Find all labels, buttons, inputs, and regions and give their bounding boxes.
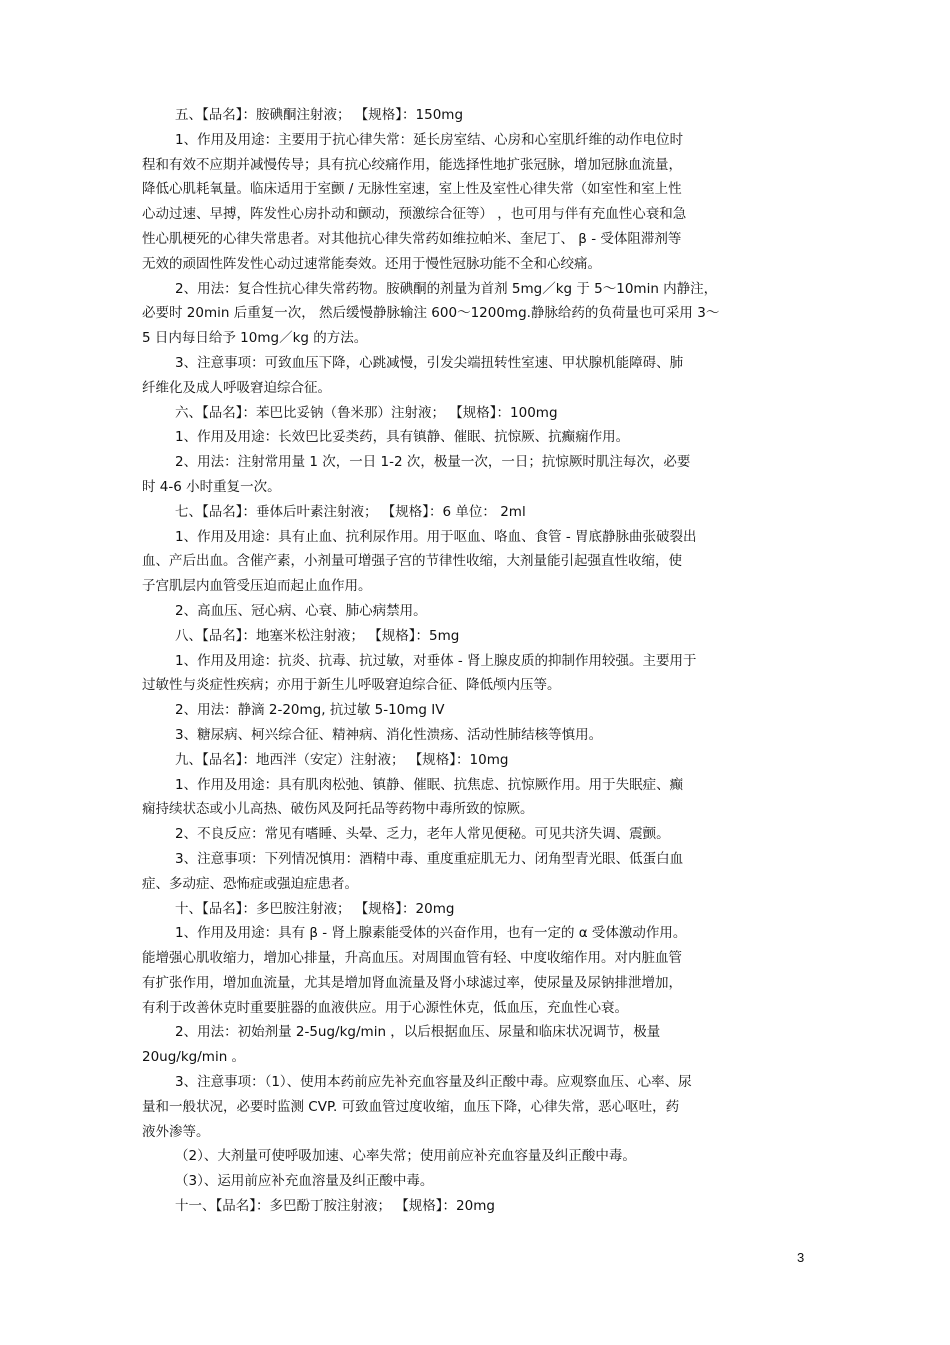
- text-line: 2、用法：注射常用量 1 次，一日 1-2 次，极量一次，一日；抗惊厥时肌注每次，必要: [175, 454, 691, 471]
- text-line: 十、【品名】：多巴胺注射液； 【规格】：20mg: [175, 900, 455, 917]
- text-line: 1、作用及用途：主要用于抗心律失常：延长房室结、心房和心室肌纤维的动作电位时: [175, 131, 684, 148]
- text-line: 2、用法：复合性抗心律失常药物。胺碘酮的剂量为首剂 5mg／kg 于 5～10min 内静注，: [175, 280, 718, 297]
- text-line: 量和一般状况，必要时监测 CVP. 可致血管过度收缩，血压下降，心律失常，恶心呕吐，药: [142, 1098, 680, 1115]
- text-line: 七、【品名】：垂体后叶素注射液； 【规格】：6 单位： 2ml: [175, 503, 526, 520]
- text-line: 痫持续状态或小儿高热、破伤风及阿托品等药物中毒所致的惊厥。: [142, 801, 534, 818]
- text-line: 程和有效不应期并减慢传导；具有抗心绞痛作用，能选择性地扩张冠脉，增加冠脉血流量，: [142, 156, 682, 173]
- text-line: 十一、【品名】：多巴酚丁胺注射液； 【规格】：20mg: [175, 1198, 495, 1215]
- text-line: 有利于改善休克时重要脏器的血液供应。用于心源性休克，低血压，充血性心衰。: [142, 999, 628, 1016]
- text-line: 2、高血压、冠心病、心衰、肺心病禁用。: [175, 602, 427, 619]
- text-line: 症、多动症、恐怖症或强迫症患者。: [142, 875, 358, 892]
- text-line: 八、【品名】：地塞米松注射液； 【规格】：5mg: [175, 627, 460, 644]
- text-line: 1、作用及用途：长效巴比妥类药，具有镇静、催眠、抗惊厥、抗癫痫作用。: [175, 429, 630, 446]
- text-line: 五、【品名】：胺碘酮注射液； 【规格】：150mg: [175, 107, 464, 123]
- text-line: 降低心肌耗氧量。临床适用于室颤 / 无脉性室速，室上性及室性心律失常（如室性和室上性: [142, 181, 682, 198]
- text-line: 2、用法：静滴 2-20mg, 抗过敏 5-10mg IV: [175, 702, 445, 719]
- document-body: [142, 103, 810, 1219]
- text-line: 1、作用及用途：具有肌肉松弛、镇静、催眠、抗焦虑、抗惊厥作用。用于失眠症、癫: [175, 776, 684, 793]
- text-line: 必要时 20min 后重复一次， 然后缓慢静脉输注 600～1200mg.静脉给药的负荷量也可采用 3～: [142, 305, 720, 322]
- text-line: 无效的顽固性阵发性心动过速常能奏效。还用于慢性冠脉功能不全和心绞痛。: [142, 255, 601, 272]
- text-line: （2）、大剂量可使呼吸加速、心率失常；使用前应补充血容量及纠正酸中毒。: [175, 1148, 636, 1165]
- text-line: 2、用法：初始剂量 2-5ug/kg/min ，以后根据血压、尿量和临床状况调节，极量: [175, 1024, 661, 1041]
- text-line: 液外渗等。: [142, 1123, 210, 1140]
- text-line: 2、不良反应：常见有嗜睡、头晕、乏力，老年人常见便秘。可见共济失调、震颤。: [175, 826, 670, 843]
- text-line: （3）、运用前应补充血溶量及纠正酸中毒。: [175, 1173, 434, 1190]
- text-line: 1、作用及用途：具有止血、抗利尿作用。用于呕血、咯血、食管 - 胃底静脉曲张破裂出: [175, 528, 697, 545]
- text-line: 3、注意事项：（1）、使用本药前应先补充血容量及纠正酸中毒。应观察血压、心率、尿: [175, 1074, 692, 1091]
- text-line: 过敏性与炎症性疾病；亦用于新生儿呼吸窘迫综合征、降低颅内压等。: [142, 677, 561, 694]
- text-line: 3、注意事项：可致血压下降，心跳减慢，引发尖端扭转性室速、甲状腺机能障碍、肺: [175, 354, 684, 371]
- text-line: 心动过速、早搏，阵发性心房扑动和颤动，预激综合征等） ，也可用与伴有充血性心衰和急: [142, 206, 687, 223]
- text-line: 3、注意事项：下列情况慎用：酒精中毒、重度重症肌无力、闭角型青光眼、低蛋白血: [175, 850, 684, 867]
- text-line: 血、产后出血。含催产素，小剂量可增强子宫的节律性收缩，大剂量能引起强直性收缩，使: [142, 553, 682, 570]
- text-line: 六、【品名】：苯巴比妥钠（鲁米那）注射液； 【规格】：100mg: [175, 404, 558, 421]
- text-line: 纤维化及成人呼吸窘迫综合征。: [142, 379, 331, 396]
- page-number: 3: [797, 1250, 805, 1265]
- text-line: 时 4-6 小时重复一次。: [142, 478, 281, 495]
- text-line: 子宫肌层内血管受压迫而起止血作用。: [142, 578, 372, 595]
- text-line: 1、作用及用途：具有 β - 肾上腺素能受体的兴奋作用，也有一定的 α 受体激动作用。: [175, 925, 687, 942]
- text-line: 有扩张作用，增加血流量，尤其是增加肾血流量及肾小球滤过率，使尿量及尿钠排泄增加，: [142, 974, 682, 991]
- text-line: 3、糖尿病、柯兴综合征、精神病、消化性溃疡、活动性肺结核等慎用。: [175, 726, 603, 743]
- text-line: 1、作用及用途：抗炎、抗毒、抗过敏，对垂体 - 肾上腺皮质的抑制作用较强。主要用于: [175, 652, 697, 669]
- text-line: 能增强心肌收缩力，增加心排量，升高血压。对周围血管有轻、中度收缩作用。对内脏血管: [142, 950, 682, 967]
- text-line: 20ug/kg/min 。: [142, 1049, 246, 1066]
- text-line: 九、【品名】：地西泮（安定）注射液； 【规格】：10mg: [175, 751, 509, 768]
- text-line: 5 日内每日给予 10mg／kg 的方法。: [142, 330, 368, 347]
- text-line: 性心肌梗死的心律失常患者。对其他抗心律失常药如维拉帕米、奎尼丁、 β - 受体阻滞剂等: [142, 230, 682, 247]
